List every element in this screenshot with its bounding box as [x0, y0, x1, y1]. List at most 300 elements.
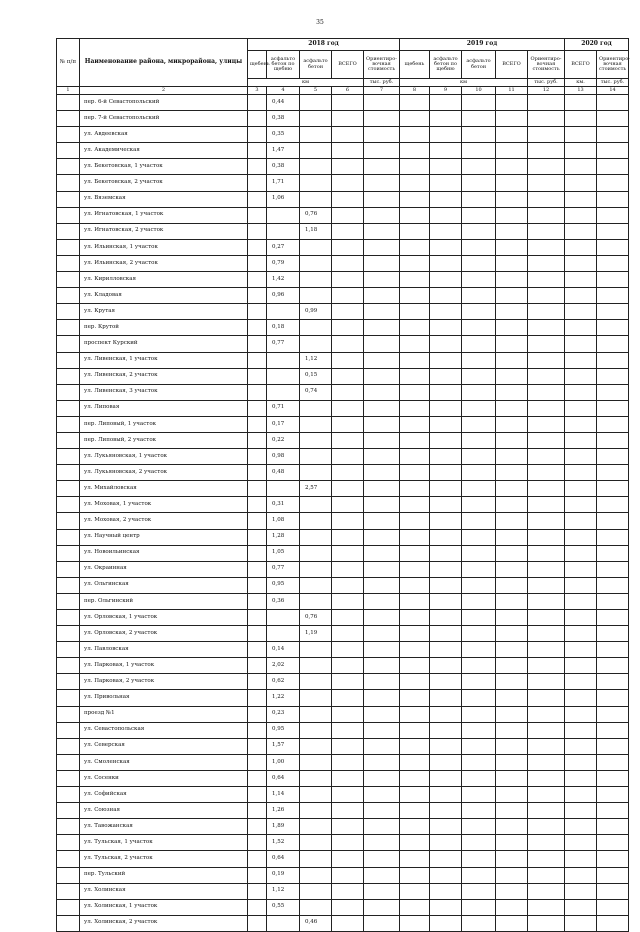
empty-cell: [496, 867, 528, 883]
empty-cell: [57, 400, 80, 416]
empty-cell: [332, 255, 364, 271]
street-name-cell: ул. Орловская, 1 участок: [80, 610, 248, 626]
empty-cell: [496, 95, 528, 111]
empty-cell: [364, 497, 400, 513]
empty-cell: [430, 513, 462, 529]
empty-cell: [496, 143, 528, 159]
empty-cell: [248, 320, 267, 336]
asphalt-cell: [300, 159, 332, 175]
asphalt-cell: [300, 497, 332, 513]
empty-cell: [462, 384, 496, 400]
empty-cell: [496, 175, 528, 191]
empty-cell: [57, 272, 80, 288]
empty-cell: [462, 497, 496, 513]
empty-cell: [332, 223, 364, 239]
empty-cell: [462, 787, 496, 803]
empty-cell: [528, 207, 565, 223]
empty-cell: [400, 851, 430, 867]
asphalt-on-gravel-cell: 0,36: [267, 593, 300, 609]
empty-cell: [496, 545, 528, 561]
asphalt-cell: [300, 642, 332, 658]
empty-cell: [248, 706, 267, 722]
empty-cell: [248, 626, 267, 642]
empty-cell: [528, 706, 565, 722]
empty-cell: [597, 738, 629, 754]
asphalt-cell: 0,74: [300, 384, 332, 400]
empty-cell: [430, 127, 462, 143]
empty-cell: [462, 690, 496, 706]
asphalt-on-gravel-cell: 1,47: [267, 143, 300, 159]
asphalt-on-gravel-cell: [267, 481, 300, 497]
empty-cell: [248, 722, 267, 738]
empty-cell: [332, 416, 364, 432]
asphalt-cell: [300, 835, 332, 851]
empty-cell: [496, 674, 528, 690]
table-row: [57, 481, 629, 497]
empty-cell: [565, 883, 597, 899]
street-name-cell: ул. Бекетовская, 1 участок: [80, 159, 248, 175]
empty-cell: [430, 803, 462, 819]
empty-cell: [400, 143, 430, 159]
asphalt-on-gravel-cell: 0,95: [267, 722, 300, 738]
asphalt-on-gravel-cell: 1,06: [267, 191, 300, 207]
empty-cell: [462, 754, 496, 770]
empty-cell: [565, 706, 597, 722]
asphalt-on-gravel-cell: 1,00: [267, 754, 300, 770]
empty-cell: [248, 561, 267, 577]
street-name-cell: ул. Тульская, 2 участок: [80, 851, 248, 867]
asphalt-cell: [300, 899, 332, 915]
empty-cell: [57, 191, 80, 207]
table-row: [57, 207, 629, 223]
empty-cell: [364, 658, 400, 674]
asphalt-cell: [300, 529, 332, 545]
empty-cell: [248, 111, 267, 127]
street-name-cell: ул. Моховая, 1 участок: [80, 497, 248, 513]
empty-cell: [400, 159, 430, 175]
empty-cell: [462, 95, 496, 111]
empty-cell: [565, 513, 597, 529]
street-name-cell: ул. Привольная: [80, 690, 248, 706]
empty-cell: [430, 770, 462, 786]
empty-cell: [364, 127, 400, 143]
empty-cell: [597, 175, 629, 191]
street-name-cell: ул. Ливенская, 3 участок: [80, 384, 248, 400]
empty-cell: [496, 883, 528, 899]
empty-cell: [565, 819, 597, 835]
empty-cell: [364, 368, 400, 384]
street-name-cell: пер. 6-й Севастопольский: [80, 95, 248, 111]
empty-cell: [462, 207, 496, 223]
empty-cell: [528, 722, 565, 738]
empty-cell: [400, 255, 430, 271]
street-name-cell: пер. Ольгинский: [80, 593, 248, 609]
col-asphalt-gravel-2018: асфальто бетон по щебню: [267, 51, 300, 79]
asphalt-on-gravel-cell: 0,18: [267, 320, 300, 336]
empty-cell: [565, 787, 597, 803]
empty-cell: [430, 159, 462, 175]
empty-cell: [462, 449, 496, 465]
empty-cell: [528, 223, 565, 239]
empty-cell: [462, 610, 496, 626]
empty-cell: [364, 159, 400, 175]
empty-cell: [528, 465, 565, 481]
asphalt-on-gravel-cell: 0,77: [267, 336, 300, 352]
asphalt-cell: [300, 787, 332, 803]
empty-cell: [430, 416, 462, 432]
asphalt-cell: [300, 706, 332, 722]
table-row: [57, 465, 629, 481]
empty-cell: [430, 384, 462, 400]
empty-cell: [496, 111, 528, 127]
empty-cell: [565, 465, 597, 481]
empty-cell: [462, 175, 496, 191]
empty-cell: [332, 593, 364, 609]
empty-cell: [400, 384, 430, 400]
empty-cell: [57, 336, 80, 352]
street-name-cell: ул. Липовая: [80, 400, 248, 416]
table-row: [57, 272, 629, 288]
empty-cell: [430, 851, 462, 867]
empty-cell: [565, 272, 597, 288]
empty-cell: [248, 191, 267, 207]
asphalt-cell: 0,76: [300, 610, 332, 626]
empty-cell: [597, 770, 629, 786]
table-row: [57, 899, 629, 915]
asphalt-on-gravel-cell: 1,12: [267, 883, 300, 899]
asphalt-cell: [300, 803, 332, 819]
empty-cell: [528, 690, 565, 706]
street-name-cell: ул. Холинская, 1 участок: [80, 899, 248, 915]
empty-cell: [400, 867, 430, 883]
empty-cell: [496, 626, 528, 642]
empty-cell: [332, 207, 364, 223]
empty-cell: [332, 690, 364, 706]
empty-cell: [332, 883, 364, 899]
empty-cell: [248, 738, 267, 754]
empty-cell: [248, 658, 267, 674]
empty-cell: [400, 545, 430, 561]
empty-cell: [462, 851, 496, 867]
empty-cell: [462, 272, 496, 288]
street-name-cell: проезд №1: [80, 706, 248, 722]
table-row: [57, 400, 629, 416]
empty-cell: [400, 352, 430, 368]
empty-cell: [248, 513, 267, 529]
street-name-cell: ул. Авдеевская: [80, 127, 248, 143]
empty-cell: [597, 722, 629, 738]
empty-cell: [248, 787, 267, 803]
empty-cell: [364, 722, 400, 738]
asphalt-on-gravel-cell: 0,96: [267, 288, 300, 304]
empty-cell: [430, 835, 462, 851]
empty-cell: [597, 352, 629, 368]
empty-cell: [364, 416, 400, 432]
table-row: [57, 239, 629, 255]
empty-cell: [57, 722, 80, 738]
table-row: [57, 255, 629, 271]
empty-cell: [332, 95, 364, 111]
empty-cell: [597, 384, 629, 400]
empty-cell: [496, 449, 528, 465]
empty-cell: [496, 239, 528, 255]
street-name-cell: ул. Холинская, 2 участок: [80, 915, 248, 931]
asphalt-cell: [300, 127, 332, 143]
empty-cell: [364, 191, 400, 207]
empty-cell: [57, 481, 80, 497]
empty-cell: [57, 465, 80, 481]
empty-cell: [430, 143, 462, 159]
asphalt-cell: [300, 738, 332, 754]
table-row: [57, 336, 629, 352]
empty-cell: [332, 626, 364, 642]
empty-cell: [248, 593, 267, 609]
empty-cell: [565, 143, 597, 159]
empty-cell: [430, 626, 462, 642]
table-row: [57, 706, 629, 722]
empty-cell: [400, 577, 430, 593]
empty-cell: [565, 690, 597, 706]
empty-cell: [528, 95, 565, 111]
empty-cell: [597, 481, 629, 497]
empty-cell: [248, 336, 267, 352]
empty-cell: [332, 513, 364, 529]
street-name-cell: ул. Бекетовская, 2 участок: [80, 175, 248, 191]
empty-cell: [332, 722, 364, 738]
empty-cell: [462, 915, 496, 931]
empty-cell: [496, 513, 528, 529]
empty-cell: [57, 803, 80, 819]
empty-cell: [496, 915, 528, 931]
table-row: [57, 593, 629, 609]
table-row: [57, 658, 629, 674]
empty-cell: [496, 738, 528, 754]
empty-cell: [496, 706, 528, 722]
table-row: [57, 352, 629, 368]
empty-cell: [496, 255, 528, 271]
empty-cell: [528, 111, 565, 127]
empty-cell: [248, 545, 267, 561]
empty-cell: [528, 819, 565, 835]
empty-cell: [528, 416, 565, 432]
empty-cell: [248, 819, 267, 835]
street-name-cell: ул. Ильинская, 2 участок: [80, 255, 248, 271]
asphalt-on-gravel-cell: 2,02: [267, 658, 300, 674]
asphalt-on-gravel-cell: 0,48: [267, 465, 300, 481]
empty-cell: [57, 207, 80, 223]
empty-cell: [528, 754, 565, 770]
empty-cell: [565, 497, 597, 513]
empty-cell: [496, 272, 528, 288]
street-name-cell: ул. Севастопольская: [80, 722, 248, 738]
empty-cell: [400, 513, 430, 529]
empty-cell: [364, 449, 400, 465]
empty-cell: [400, 272, 430, 288]
empty-cell: [430, 288, 462, 304]
table-row: [57, 610, 629, 626]
asphalt-on-gravel-cell: 0,71: [267, 400, 300, 416]
table-row: [57, 320, 629, 336]
empty-cell: [496, 384, 528, 400]
empty-cell: [400, 449, 430, 465]
table-row: [57, 835, 629, 851]
empty-cell: [400, 754, 430, 770]
empty-cell: [400, 819, 430, 835]
col-number: 1: [57, 87, 80, 95]
empty-cell: [364, 642, 400, 658]
empty-cell: [248, 400, 267, 416]
empty-cell: [496, 368, 528, 384]
table-row: [57, 288, 629, 304]
col-number: 6: [332, 87, 364, 95]
empty-cell: [565, 593, 597, 609]
empty-cell: [496, 400, 528, 416]
empty-cell: [430, 255, 462, 271]
empty-cell: [364, 223, 400, 239]
col-number: 8: [400, 87, 430, 95]
empty-cell: [528, 787, 565, 803]
empty-cell: [462, 320, 496, 336]
empty-cell: [597, 867, 629, 883]
empty-cell: [528, 159, 565, 175]
empty-cell: [430, 867, 462, 883]
unit-km-2020: км.: [565, 79, 597, 87]
empty-cell: [57, 384, 80, 400]
empty-cell: [597, 143, 629, 159]
unit-rub-2019: тыс. руб.: [528, 79, 565, 87]
empty-cell: [364, 336, 400, 352]
empty-cell: [57, 674, 80, 690]
asphalt-on-gravel-cell: [267, 223, 300, 239]
empty-cell: [597, 432, 629, 448]
empty-cell: [597, 207, 629, 223]
empty-cell: [400, 561, 430, 577]
street-name-cell: ул. Моховая, 2 участок: [80, 513, 248, 529]
asphalt-on-gravel-cell: 1,71: [267, 175, 300, 191]
asphalt-on-gravel-cell: 0,79: [267, 255, 300, 271]
empty-cell: [57, 288, 80, 304]
empty-cell: [462, 336, 496, 352]
empty-cell: [400, 288, 430, 304]
empty-cell: [332, 143, 364, 159]
year-2018-header: 2018 год: [248, 39, 400, 51]
unit-km-2019: км: [400, 79, 528, 87]
table-row: [57, 915, 629, 931]
empty-cell: [528, 449, 565, 465]
empty-cell: [496, 465, 528, 481]
empty-cell: [528, 497, 565, 513]
asphalt-on-gravel-cell: 1,42: [267, 272, 300, 288]
empty-cell: [332, 642, 364, 658]
empty-cell: [430, 706, 462, 722]
empty-cell: [597, 899, 629, 915]
empty-cell: [565, 175, 597, 191]
empty-cell: [462, 127, 496, 143]
empty-cell: [528, 674, 565, 690]
empty-cell: [528, 304, 565, 320]
empty-cell: [248, 915, 267, 931]
empty-cell: [597, 288, 629, 304]
empty-cell: [565, 159, 597, 175]
table-row: [57, 175, 629, 191]
asphalt-on-gravel-cell: 0,95: [267, 577, 300, 593]
street-name-cell: ул. Научный центр: [80, 529, 248, 545]
empty-cell: [332, 159, 364, 175]
empty-cell: [364, 835, 400, 851]
empty-cell: [400, 400, 430, 416]
table-row: [57, 851, 629, 867]
asphalt-on-gravel-cell: 1,52: [267, 835, 300, 851]
empty-cell: [430, 368, 462, 384]
empty-cell: [462, 642, 496, 658]
empty-cell: [332, 770, 364, 786]
empty-cell: [565, 432, 597, 448]
empty-cell: [597, 787, 629, 803]
empty-cell: [430, 545, 462, 561]
empty-cell: [528, 368, 565, 384]
asphalt-on-gravel-cell: 0,22: [267, 432, 300, 448]
street-name-cell: пер. Липовый, 2 участок: [80, 432, 248, 448]
empty-cell: [462, 255, 496, 271]
street-name-cell: ул. Игнатовская, 1 участок: [80, 207, 248, 223]
empty-cell: [565, 336, 597, 352]
empty-cell: [400, 626, 430, 642]
empty-cell: [364, 819, 400, 835]
empty-cell: [565, 545, 597, 561]
empty-cell: [248, 867, 267, 883]
empty-cell: [496, 722, 528, 738]
empty-cell: [597, 191, 629, 207]
empty-cell: [332, 545, 364, 561]
col-number: 9: [430, 87, 462, 95]
empty-cell: [496, 835, 528, 851]
col-total-2018: ВСЕГО: [332, 51, 364, 79]
empty-cell: [528, 384, 565, 400]
empty-cell: [332, 336, 364, 352]
empty-cell: [400, 465, 430, 481]
year-2020-header: 2020 год: [565, 39, 629, 51]
empty-cell: [597, 851, 629, 867]
street-name-cell: ул. Вяземская: [80, 191, 248, 207]
empty-cell: [528, 835, 565, 851]
asphalt-on-gravel-cell: [267, 610, 300, 626]
empty-cell: [528, 803, 565, 819]
empty-cell: [332, 851, 364, 867]
empty-cell: [332, 481, 364, 497]
empty-cell: [248, 416, 267, 432]
empty-cell: [364, 915, 400, 931]
empty-cell: [364, 400, 400, 416]
empty-cell: [332, 915, 364, 931]
empty-cell: [462, 626, 496, 642]
empty-cell: [565, 320, 597, 336]
asphalt-on-gravel-cell: 0,38: [267, 159, 300, 175]
asphalt-on-gravel-cell: [267, 626, 300, 642]
col-cost-2020: Ориентиро-вочная стоимость: [597, 51, 629, 79]
col-number: 7: [364, 87, 400, 95]
empty-cell: [248, 577, 267, 593]
empty-cell: [400, 883, 430, 899]
empty-cell: [57, 127, 80, 143]
asphalt-on-gravel-cell: 0,64: [267, 851, 300, 867]
empty-cell: [496, 432, 528, 448]
empty-cell: [364, 384, 400, 400]
empty-cell: [57, 835, 80, 851]
empty-cell: [528, 127, 565, 143]
empty-cell: [57, 255, 80, 271]
empty-cell: [57, 432, 80, 448]
empty-cell: [565, 223, 597, 239]
